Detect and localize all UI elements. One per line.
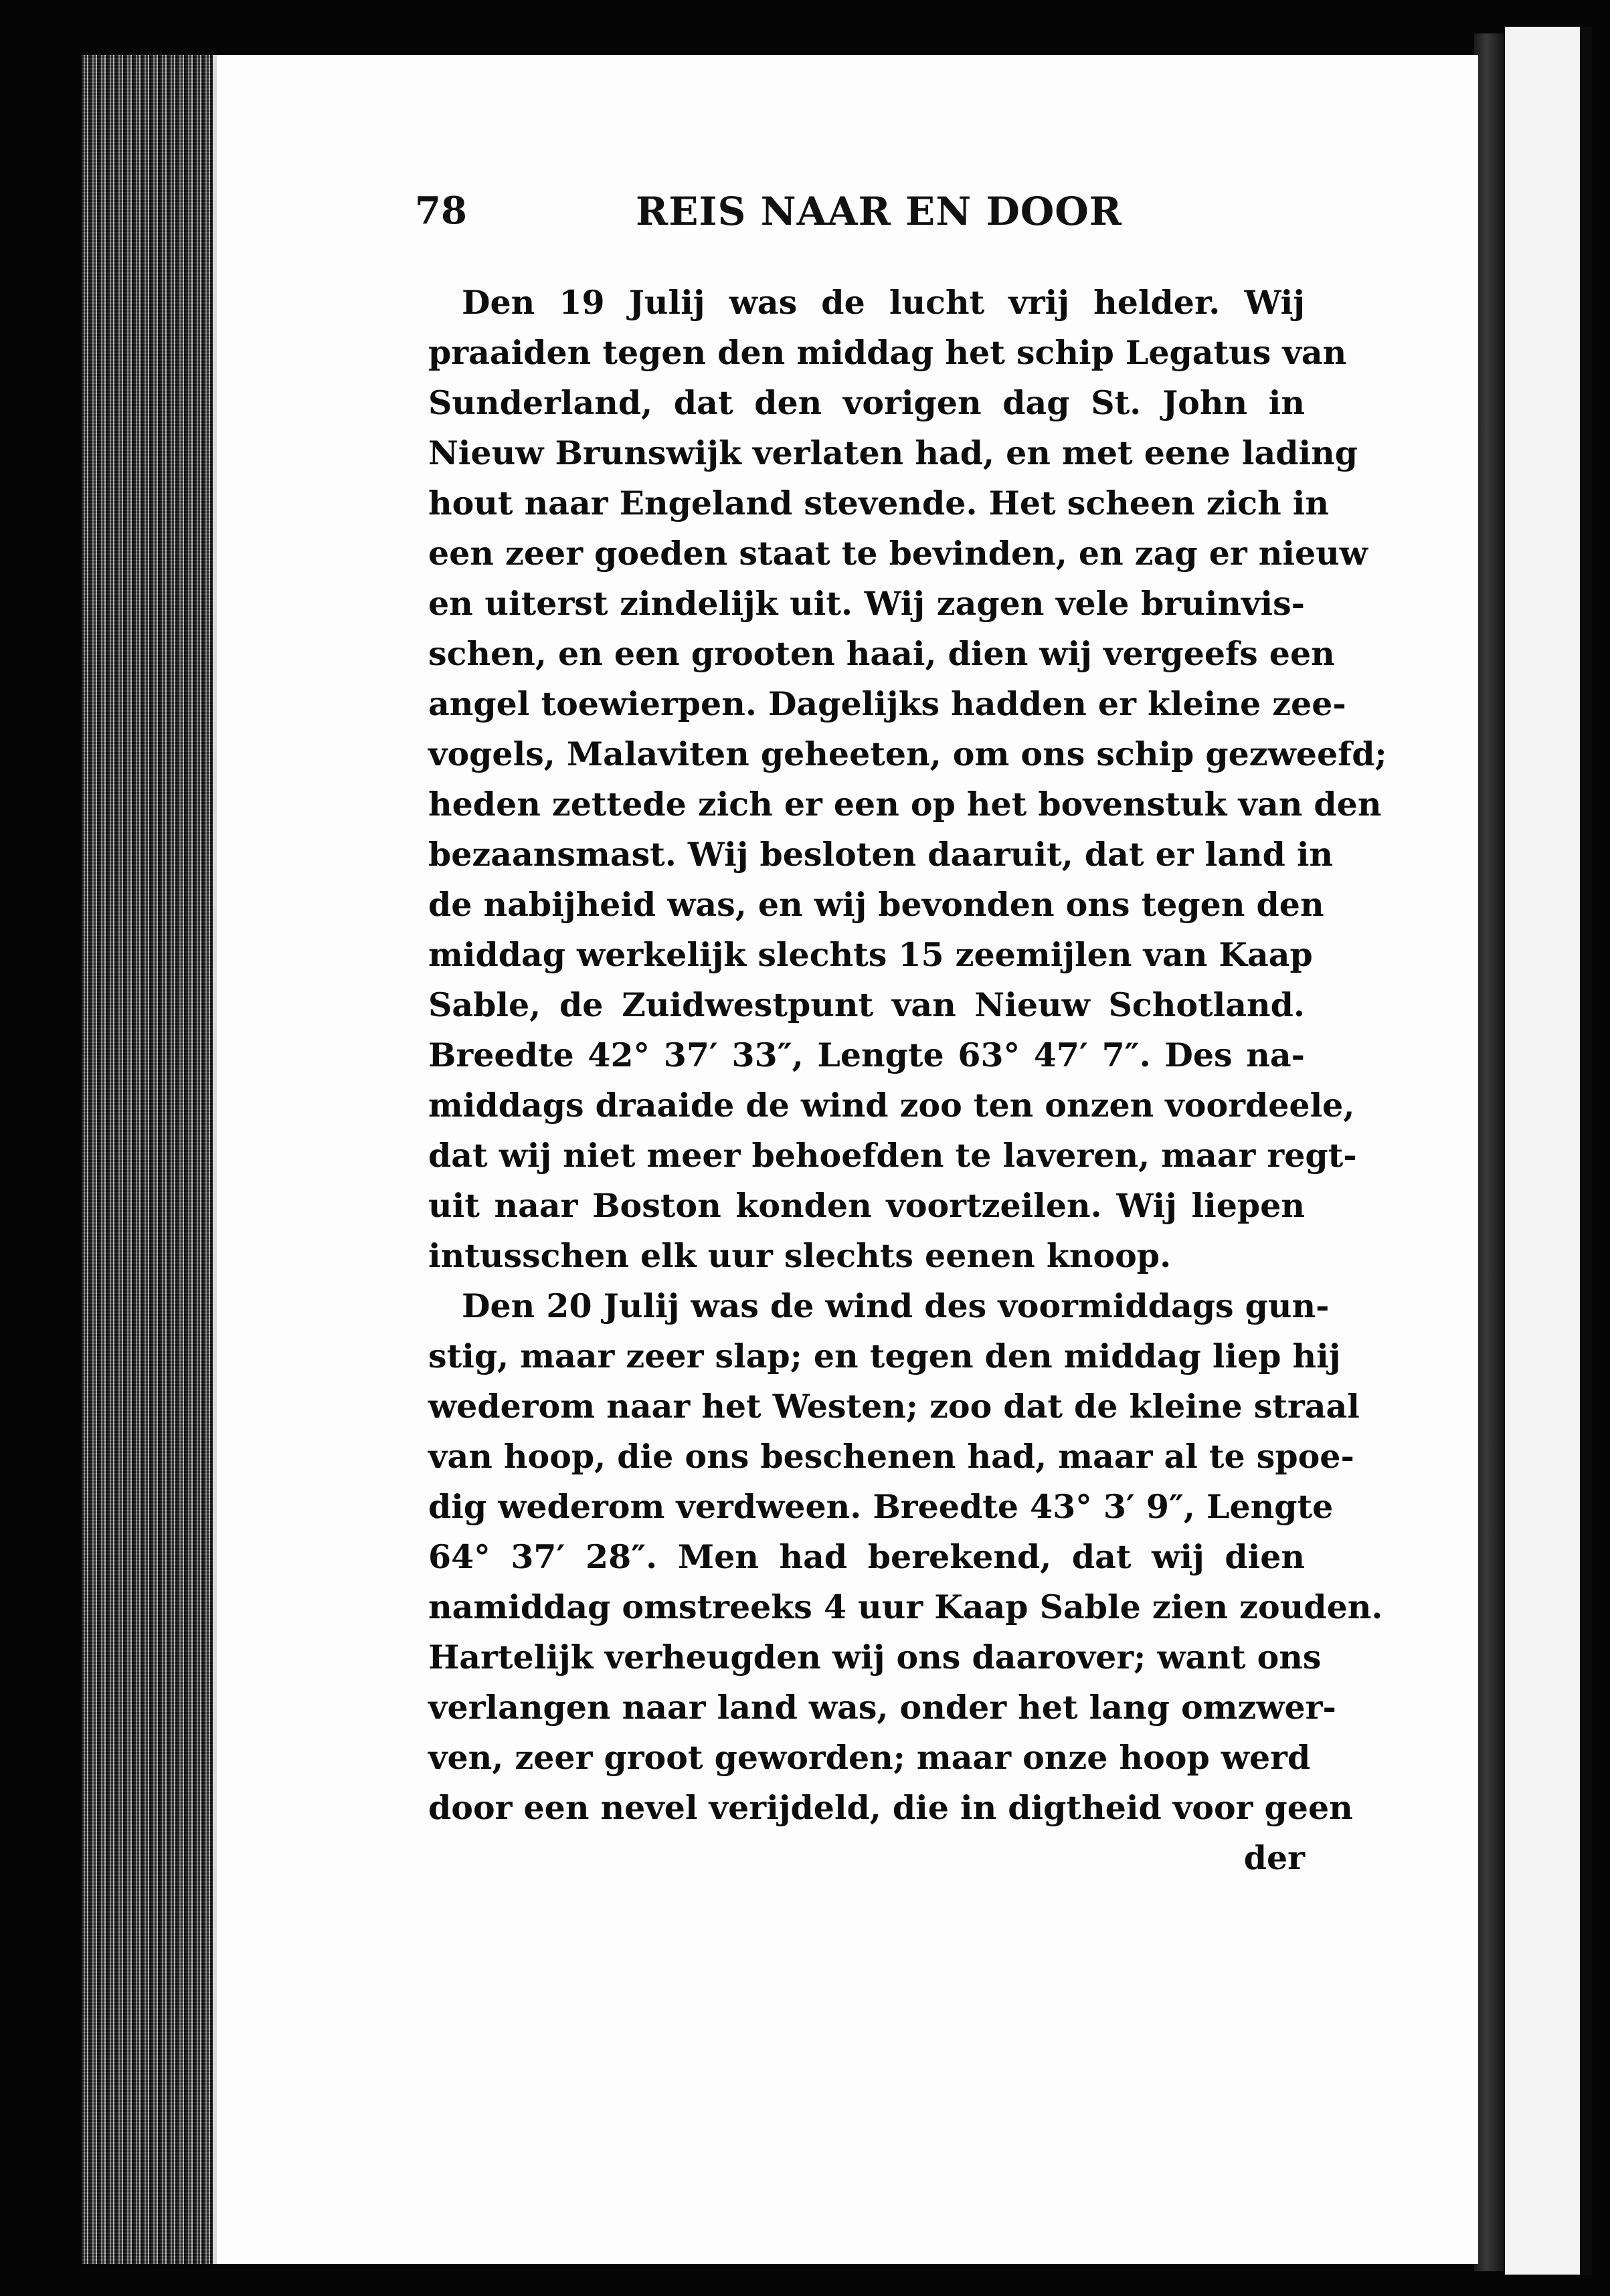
text-line: van hoop, die ons beschenen had, maar al te spoe- (428, 1437, 1354, 1476)
page-number: 78 (415, 189, 467, 233)
catchword: der (1243, 1838, 1305, 1877)
text-line: vogels, Malaviten geheeten, om ons schip gezweefd; (428, 735, 1387, 773)
text-line: Hartelijk verheugden wij ons daarover; want ons (428, 1638, 1322, 1677)
text-line: intusschen elk uur slechts eenen knoop. (428, 1236, 1172, 1275)
text-line: een zeer goeden staat te bevinden, en zag er nieuw (428, 534, 1368, 573)
running-head (415, 189, 1305, 249)
text-line: praaiden tegen den middag het schip Legatus van (428, 333, 1347, 372)
text-line: en uiterst zindelijk uit. Wij zagen vele bruinvis- (428, 584, 1305, 623)
text-line: hout naar Engeland stevende. Het scheen zich in (428, 484, 1330, 522)
text-line: de nabijheid was, en wij bevonden ons tegen den (428, 885, 1324, 924)
body-text (428, 278, 1387, 1883)
text-line: wederom naar het Westen; zoo dat de kleine straal (428, 1387, 1360, 1426)
text-line: Sable, de Zuidwestpunt van Nieuw Schotland. (428, 985, 1305, 1024)
text-line: Sunderland, dat den vorigen dag St. John in (428, 383, 1305, 422)
text-line: uit naar Boston konden voortzeilen. Wij liepen (428, 1186, 1305, 1225)
running-title: REIS NAAR EN DOOR (636, 189, 1122, 234)
text-line: Den 20 Julij was de wind des voormiddags gun- (462, 1286, 1330, 1325)
book-page-edges (82, 55, 219, 2264)
text-line: dig wederom verdween. Breedte 43° 3′ 9″, Lengte (428, 1487, 1334, 1526)
text-line: middag werkelijk slechts 15 zeemijlen van Kaap (428, 935, 1313, 974)
text-line: stig, maar zeer slap; en tegen den middag liep hij (428, 1337, 1341, 1375)
text-line: Nieuw Brunswijk verlaten had, en met eene lading (428, 434, 1358, 472)
text-line: verlangen naar land was, onder het lang omzwer- (428, 1688, 1336, 1727)
text-line: dat wij niet meer behoefden te laveren, maar regt- (428, 1136, 1357, 1175)
text-line: bezaansmast. Wij besloten daaruit, dat er land in (428, 835, 1334, 874)
text-line: angel toewierpen. Dagelijks hadden er kleine zee- (428, 684, 1346, 723)
text-line: schen, en een grooten haai, dien wij vergeefs een (428, 634, 1335, 673)
paragraph-2 (428, 1281, 1383, 1833)
text-line: Breedte 42° 37′ 33″, Lengte 63° 47′ 7″. Des na- (428, 1036, 1305, 1074)
text-line: Den 19 Julij was de lucht vrij helder. Wij (462, 283, 1305, 322)
text-line: ven, zeer groot geworden; maar onze hoop werd (428, 1738, 1311, 1777)
text-line: 64° 37′ 28″. Men had berekend, dat wij dien (428, 1537, 1305, 1576)
text-line: door een nevel verijdeld, die in digtheid voor geen (428, 1788, 1353, 1827)
text-line: namiddag omstreeks 4 uur Kaap Sable zien zouden. (428, 1588, 1383, 1626)
text-line: middags draaide de wind zoo ten onzen voordeele, (428, 1086, 1355, 1125)
text-line: heden zettede zich er een op het bovenstuk van den (428, 785, 1382, 824)
facing-page-sliver (1505, 27, 1592, 2275)
book-gutter (1474, 33, 1505, 2271)
paragraph-1 (428, 278, 1387, 1281)
